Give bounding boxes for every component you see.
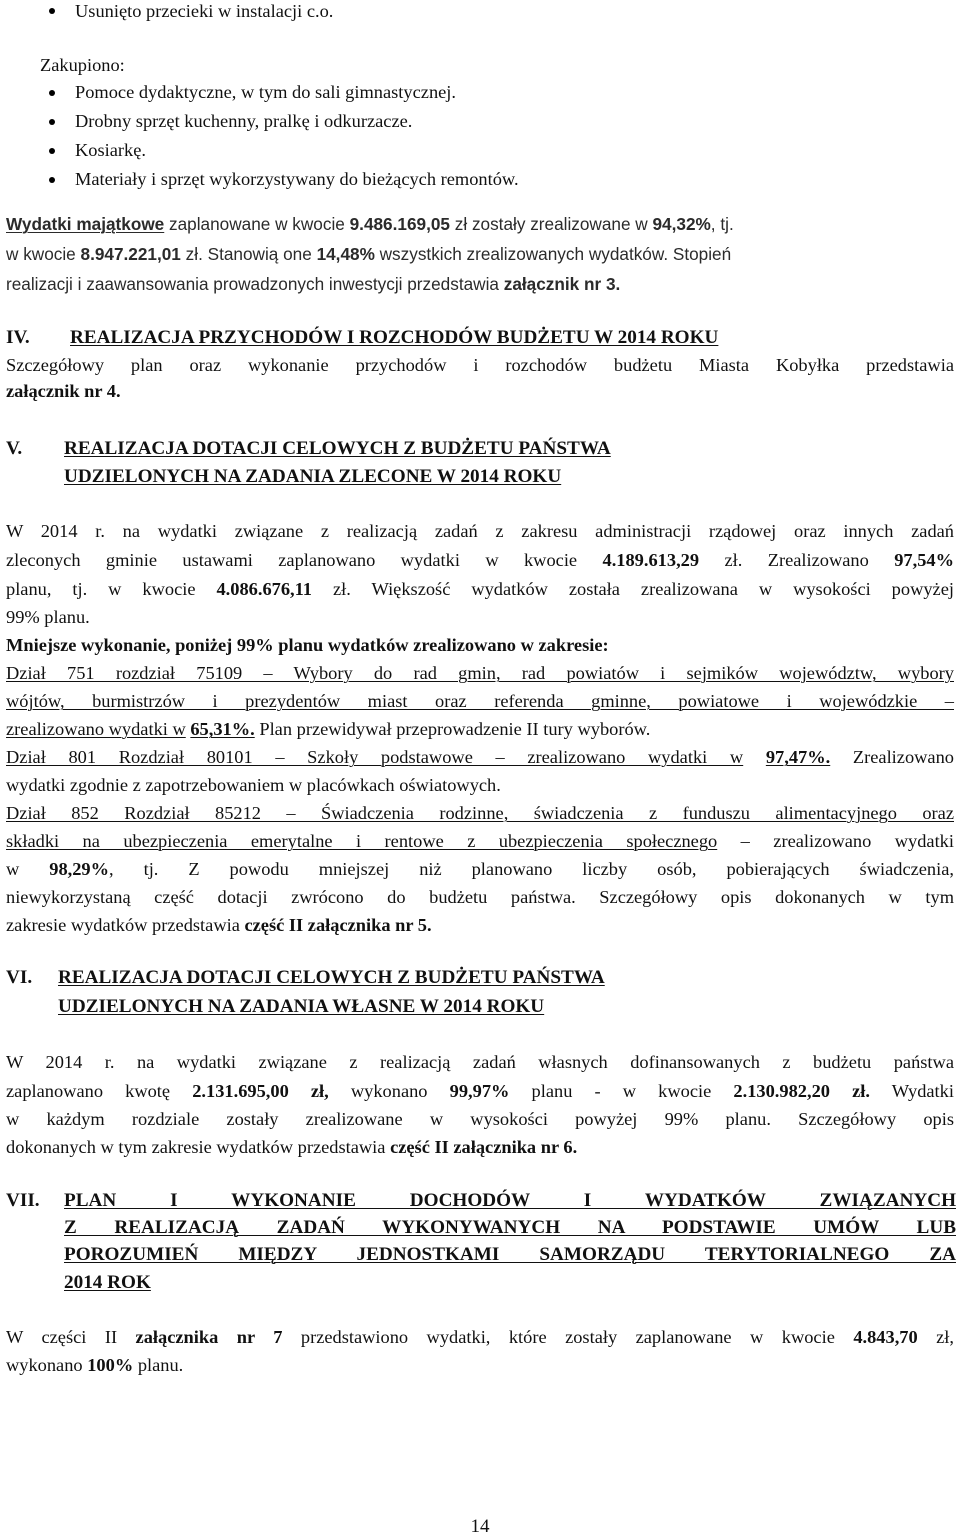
percent: 99,97% xyxy=(449,1081,510,1101)
text: Plan przewidywał przeprowadzenie II tury wyborów. xyxy=(259,719,651,739)
section-title: REALIZACJA DOTACJI CELOWYCH Z BUDŻETU PAŃSTWA xyxy=(64,438,611,459)
percent: 65,31%. xyxy=(190,719,255,739)
bullet-dot xyxy=(49,90,55,96)
sec6-line-1 xyxy=(6,1053,954,1071)
text: dokonanych w tym zakresie wydatków przedstawia xyxy=(6,1137,386,1157)
text: W części II xyxy=(6,1327,118,1347)
bullet-dot xyxy=(49,119,55,125)
sec5-line-2 xyxy=(6,551,954,569)
text: Dział 801 Rozdział 80101 – Szkoły podstawowe – zrealizowano wydatki w xyxy=(6,747,744,767)
text: Szczegółowy plan oraz wykonanie przychodów i rozchodów budżetu Miasta Kobyłka przedstawia xyxy=(6,355,954,375)
attachment-ref: załącznik nr 3. xyxy=(503,274,621,294)
sec5-line-4: 99% planu. xyxy=(6,607,90,627)
text: zł. Większość wydatków została zrealizowana w wysokości powyżej xyxy=(332,579,954,599)
sec6-line-4 xyxy=(6,1138,577,1156)
text: realizacji i zaawansowania prowadzonych inwestycji przedstawia xyxy=(6,274,499,294)
section-number: IV. xyxy=(6,327,30,348)
capital-line-2 xyxy=(6,246,731,263)
text: na wydatki związane z realizacją zadań z zakresu administracji rządowej oraz innych zadań xyxy=(122,521,954,541)
section-title: UDZIELONYCH NA ZADANIA WŁASNE W 2014 ROKU xyxy=(58,996,545,1017)
text: zł. Stanowią one xyxy=(185,244,312,264)
amount: 2.130.982,20 zł. xyxy=(733,1081,870,1101)
text: zł, xyxy=(936,1327,955,1347)
bullet-dot xyxy=(49,148,55,154)
section-title: UDZIELONYCH NA ZADANIA ZLECONE W 2014 ROKU xyxy=(64,466,562,487)
text: Zrealizowano xyxy=(852,747,954,767)
d751-line-1: Dział 751 rozdział 75109 – Wybory do rad gmin, rad powiatów i sejmików województw, wybory xyxy=(6,663,954,683)
amount: 4.189.613,29 xyxy=(602,550,700,570)
text: na wydatki związane z realizacją zadań własnych dofinansowanych z budżetu państwa xyxy=(136,1052,954,1072)
text: przedstawiono wydatki, które zostały zaplanowane w kwocie xyxy=(300,1327,835,1347)
amount: 2.131.695,00 zł, xyxy=(192,1081,329,1101)
text: planu. xyxy=(137,1355,184,1375)
section-title: REALIZACJA PRZYCHODÓW I ROZCHODÓW BUDŻETU W 2014 ROKU xyxy=(70,327,719,348)
text: w kwocie xyxy=(6,244,76,264)
bullet-dot xyxy=(49,177,55,183)
d801-line-2: wydatki zgodnie z zapotrzebowaniem w placówkach oświatowych. xyxy=(6,775,501,795)
capital-line-1 xyxy=(6,216,734,233)
text: planu - w kwocie xyxy=(531,1081,712,1101)
text: składki na ubezpieczenia emerytalne i rentowe z ubezpieczenia społecznego xyxy=(6,831,718,851)
section-number: VII. xyxy=(6,1190,40,1211)
lower-execution-heading: Mniejsze wykonanie, poniżej 99% planu wydatków zrealizowano w zakresie: xyxy=(6,635,609,655)
section-title: REALIZACJA DOTACJI CELOWYCH Z BUDŻETU PAŃSTWA xyxy=(58,967,605,988)
attachment-ref: załącznik nr 4. xyxy=(6,381,121,401)
capital-label: Wydatki majątkowe xyxy=(6,214,165,234)
text: zł zostały zrealizowane w xyxy=(454,214,648,234)
d801-line-1 xyxy=(6,748,954,766)
d852-line-2 xyxy=(6,832,954,850)
text: wykonano xyxy=(350,1081,428,1101)
sec4-line-1 xyxy=(6,356,954,374)
section-number: V. xyxy=(6,438,23,459)
sec6-line-2 xyxy=(6,1082,954,1100)
percent: 100% xyxy=(87,1355,134,1375)
list-item: Kosiarkę. xyxy=(75,140,146,160)
percent: 97,54% xyxy=(894,550,954,570)
amount: 8.947.221,01 xyxy=(80,244,181,264)
sec6-line-3: w każdym rozdziale zostały zrealizowane w wysokości powyżej 99% planu. Szczegółowy opis xyxy=(6,1109,954,1129)
list-item: Pomoce dydaktyczne, w tym do sali gimnastycznej. xyxy=(75,82,457,102)
text: planu, tj. w kwocie xyxy=(6,579,196,599)
d852-line-5 xyxy=(6,916,432,934)
section-title: 2014 ROK xyxy=(64,1272,151,1293)
text: zaplanowano kwotę xyxy=(6,1081,171,1101)
capital-line-3 xyxy=(6,276,620,293)
text: , tj. xyxy=(710,214,734,234)
page-number: 14 xyxy=(470,1516,490,1537)
section-title: PLAN I WYKONANIE DOCHODÓW I WYDATKÓW ZWIĄZANYCH xyxy=(64,1190,956,1211)
text: wszystkich zrealizowanych wydatków. Stopień xyxy=(379,244,732,264)
d852-line-3 xyxy=(6,860,954,878)
section-title: POROZUMIEŃ MIĘDZY JEDNOSTKAMI SAMORZĄDU TERYTORIALNEGO ZA xyxy=(64,1244,956,1265)
purchased-heading: Zakupiono: xyxy=(40,55,125,75)
sec5-line-3 xyxy=(6,580,954,598)
percent: 94,32% xyxy=(652,214,711,234)
text: w xyxy=(6,859,20,879)
d751-line-3 xyxy=(6,720,650,738)
list-item: Usunięto przecieki w instalacji c.o. xyxy=(75,1,334,21)
amount: 9.486.169,05 xyxy=(349,214,450,234)
sec5-line-1 xyxy=(6,522,954,540)
sec7-line-2 xyxy=(6,1356,183,1374)
text: Wydatki xyxy=(891,1081,954,1101)
section-number: VI. xyxy=(6,967,33,988)
sec7-line-1 xyxy=(6,1328,954,1346)
text: W 2014 r. xyxy=(6,1052,115,1072)
text: zaplanowane w kwocie xyxy=(169,214,345,234)
text: zakresie wydatków przedstawia xyxy=(6,915,240,935)
attachment-ref: część II załącznika nr 6. xyxy=(390,1137,578,1157)
amount: 4.086.676,11 xyxy=(216,579,313,599)
percent: 14,48% xyxy=(316,244,375,264)
list-item: Drobny sprzęt kuchenny, pralkę i odkurzacze. xyxy=(75,111,413,131)
text: wykonano xyxy=(6,1355,83,1375)
text: zł. Zrealizowano xyxy=(724,550,869,570)
percent: 98,29% xyxy=(49,859,110,879)
attachment-ref: część II załącznika nr 5. xyxy=(244,915,432,935)
percent: 97,47%. xyxy=(765,747,831,767)
d852-line-1: Dział 852 Rozdział 85212 – Świadczenia rodzinne, świadczenia z funduszu alimentacyjnego oraz xyxy=(6,803,954,823)
text: , tj. Z powodu mniejszej niż planowano liczby osób, pobierających świadczenia, xyxy=(109,859,954,879)
text: – zrealizowano wydatki xyxy=(740,831,954,851)
text: zrealizowano wydatki w xyxy=(6,719,186,739)
attachment-ref: załącznika nr 7 xyxy=(135,1327,283,1347)
d852-line-4: niewykorzystaną część dotacji zwrócono do budżetu państwa. Szczegółowy opis dokonanych w tym xyxy=(6,887,954,907)
text: zleconych gminie ustawami zaplanowano wydatki w kwocie xyxy=(6,550,578,570)
list-item: Materiały i sprzęt wykorzystywany do bieżących remontów. xyxy=(75,169,519,189)
text: W 2014 r. xyxy=(6,521,105,541)
section-title: Z REALIZACJĄ ZADAŃ WYKONYWANYCH NA PODSTAWIE UMÓW LUB xyxy=(64,1217,956,1238)
d751-line-2: wójtów, burmistrzów i prezydentów miast oraz referenda gminne, powiatowe i wojewódzkie – xyxy=(6,691,954,711)
amount: 4.843,70 xyxy=(853,1327,918,1347)
bullet-dot xyxy=(49,8,55,14)
